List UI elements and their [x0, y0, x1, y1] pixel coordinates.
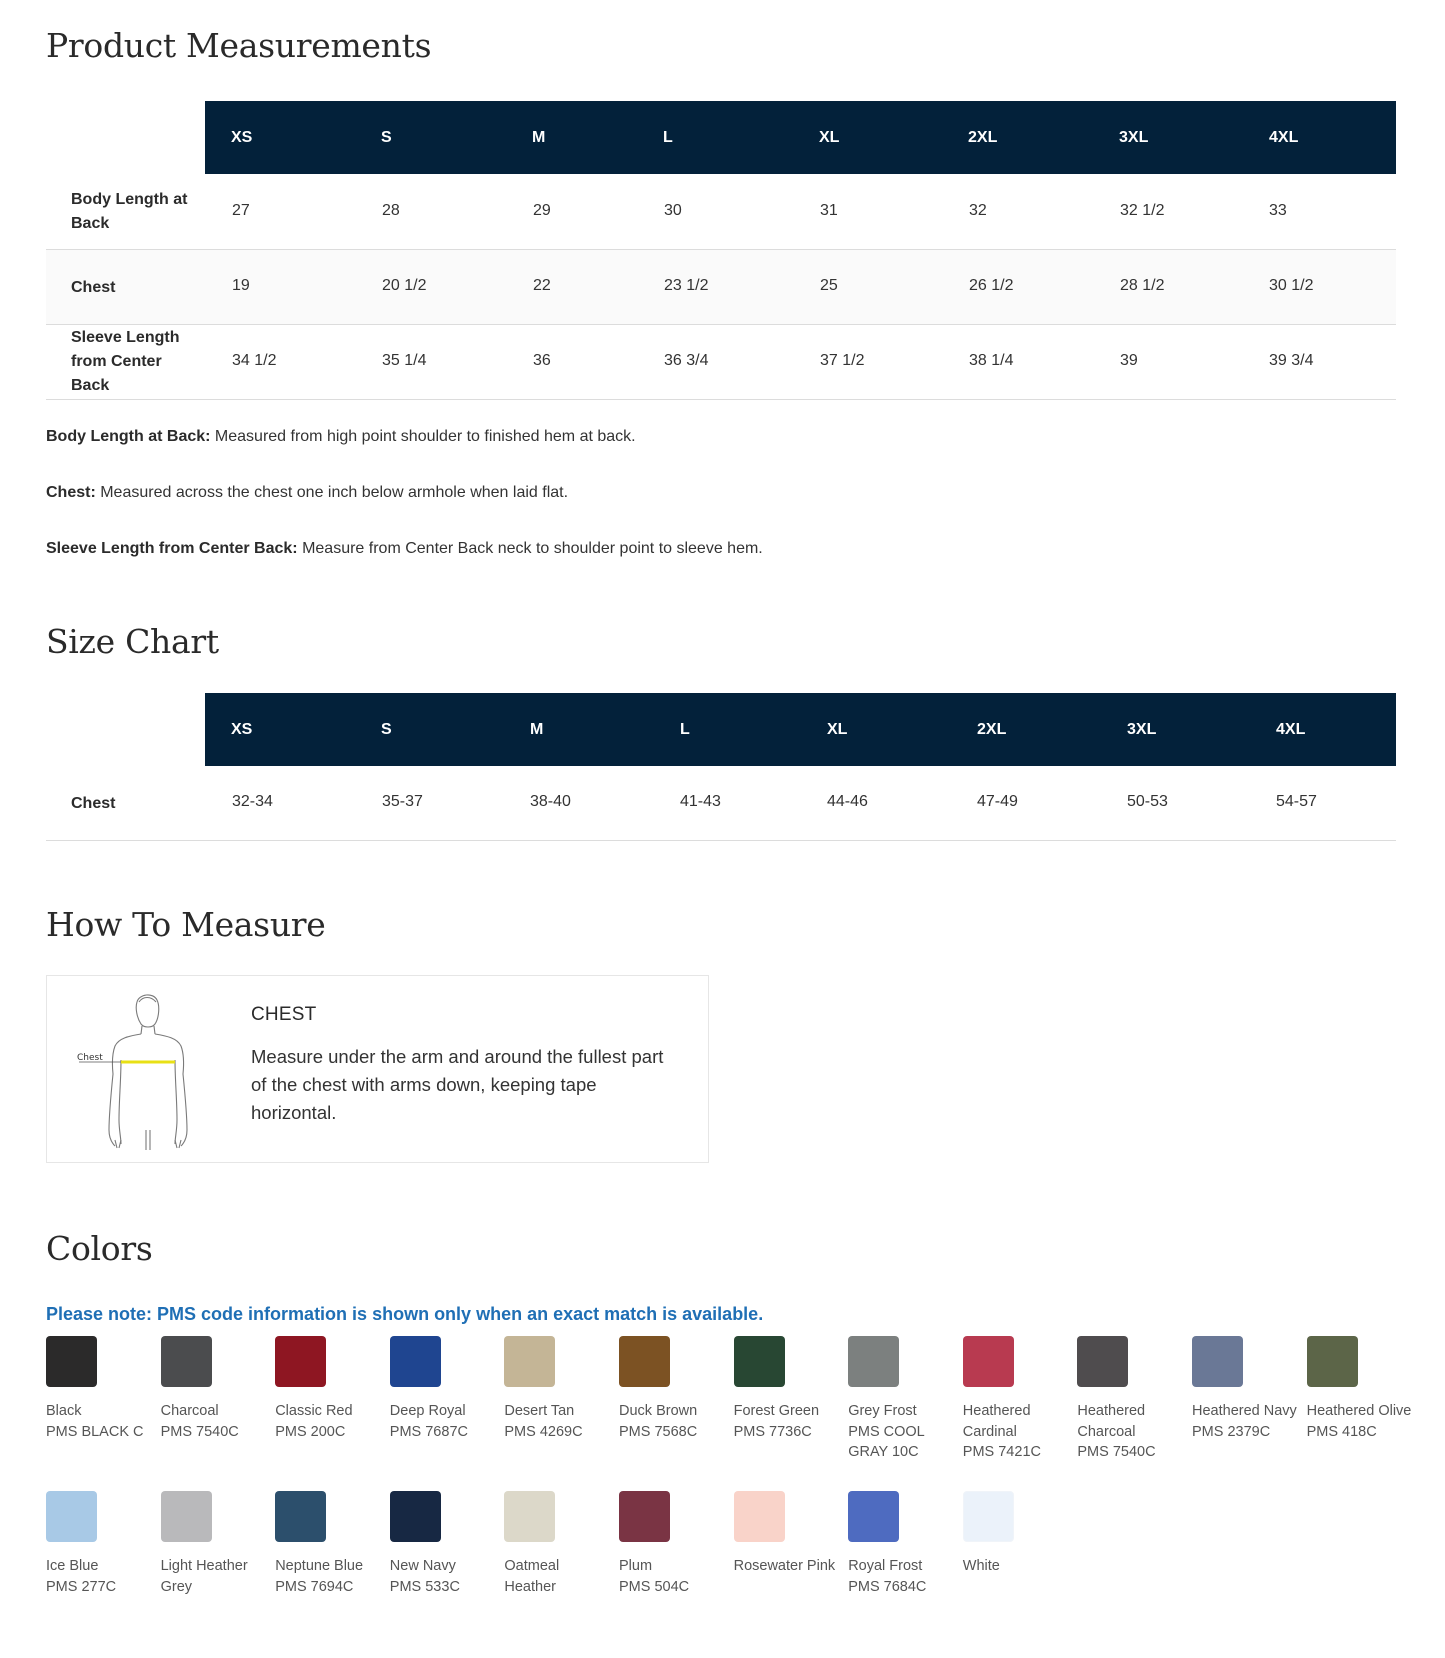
description-sleeve-length — [46, 538, 763, 560]
color-swatch[interactable] — [734, 1491, 785, 1542]
table-cell: 26 1/2 — [969, 277, 1014, 294]
description-text: Measured across the chest one inch below armhole when laid flat. — [95, 484, 569, 501]
column-header-m: M — [532, 129, 546, 146]
table-cell: 50-53 — [1127, 793, 1168, 810]
color-pms-code: PMS 7540C — [1077, 1444, 1156, 1460]
table-row — [46, 325, 1396, 400]
color-name: Neptune Blue — [275, 1558, 364, 1574]
color-swatch[interactable] — [1192, 1336, 1243, 1387]
color-swatch[interactable] — [619, 1336, 670, 1387]
color-swatch[interactable] — [46, 1336, 97, 1387]
color-label — [46, 1401, 156, 1442]
color-label — [275, 1556, 385, 1597]
color-name: Desert Tan — [504, 1403, 575, 1419]
size-chart-table — [46, 693, 1396, 841]
column-header-2xl: 2XL — [977, 721, 1007, 738]
color-swatch[interactable] — [734, 1336, 785, 1387]
column-header-s: S — [381, 721, 392, 738]
measure-heading: CHEST — [251, 1004, 317, 1025]
color-label — [619, 1401, 729, 1442]
row-label-body-length: Body Length at Back — [71, 191, 188, 232]
column-header-4xl: 4XL — [1276, 721, 1306, 738]
measure-instructions: Measure under the arm and around the fullest part of the chest with arms down, keeping tape horizontal. — [251, 1046, 664, 1123]
color-name: Plum — [619, 1558, 653, 1574]
color-pms-code: PMS 7540C — [160, 1423, 239, 1440]
color-swatch[interactable] — [848, 1336, 899, 1387]
color-pms-code: PMS 7421C — [962, 1444, 1041, 1460]
color-name: Rosewater Pink — [733, 1558, 836, 1574]
color-option-oatmeal-heather[interactable] — [504, 1491, 614, 1597]
color-label — [1307, 1401, 1417, 1442]
color-option-heathered-navy[interactable] — [1192, 1336, 1302, 1442]
color-swatch[interactable] — [161, 1336, 212, 1387]
color-swatch[interactable] — [504, 1491, 555, 1542]
table-cell: 34 1/2 — [232, 352, 277, 369]
color-option-ice-blue[interactable] — [46, 1491, 156, 1597]
color-label — [1077, 1401, 1187, 1463]
color-label — [390, 1556, 500, 1597]
table-cell: 27 — [232, 202, 250, 219]
table-cell: 47-49 — [977, 793, 1018, 810]
color-label — [963, 1556, 1073, 1577]
description-chest — [46, 482, 568, 504]
color-label — [390, 1401, 500, 1442]
color-pms-code: PMS COOL GRAY 10C — [848, 1423, 925, 1460]
table-cell: 30 1/2 — [1269, 277, 1314, 294]
table-cell: 38-40 — [530, 793, 571, 810]
color-name: Heathered Olive — [1306, 1403, 1412, 1419]
column-header-s: S — [381, 129, 392, 146]
body-figure-icon — [69, 990, 219, 1150]
color-option-charcoal[interactable] — [161, 1336, 271, 1442]
description-term: Body Length at Back: — [46, 428, 211, 445]
color-option-duck-brown[interactable] — [619, 1336, 729, 1442]
color-swatch[interactable] — [963, 1336, 1014, 1387]
description-text: Measured from high point shoulder to finished hem at back. — [210, 428, 636, 445]
color-option-heathered-cardinal[interactable] — [963, 1336, 1073, 1463]
table-cell: 28 1/2 — [1120, 277, 1165, 294]
how-to-measure-title: How To Measure — [46, 905, 326, 944]
measure-card — [46, 975, 709, 1163]
table-cell: 32-34 — [232, 793, 273, 810]
color-option-forest-green[interactable] — [734, 1336, 844, 1442]
color-name: Grey Frost — [848, 1403, 917, 1419]
color-name: Oatmeal Heather — [504, 1558, 560, 1595]
column-header-3xl: 3XL — [1127, 721, 1157, 738]
description-text: Measure from Center Back neck to shoulder point to sleeve hem. — [297, 540, 763, 557]
color-swatch[interactable] — [46, 1491, 97, 1542]
color-label — [504, 1401, 614, 1442]
table-cell: 39 — [1120, 352, 1138, 369]
row-label-chest: Chest — [71, 279, 116, 296]
color-pms-code: PMS 277C — [46, 1578, 117, 1595]
color-pms-code: PMS BLACK C — [46, 1423, 144, 1440]
column-header-m: M — [530, 721, 544, 738]
color-name: Deep Royal — [389, 1403, 466, 1419]
color-pms-code: PMS 418C — [1306, 1423, 1377, 1440]
color-pms-code: PMS 2379C — [1192, 1423, 1271, 1440]
table-cell: 29 — [533, 202, 551, 219]
pms-note: Please note: PMS code information is shown only when an exact match is available. — [46, 1304, 764, 1324]
column-header-2xl: 2XL — [968, 129, 998, 146]
color-swatch[interactable] — [1307, 1336, 1358, 1387]
size-chart-title: Size Chart — [46, 622, 219, 661]
color-swatch[interactable] — [275, 1491, 326, 1542]
column-header-xl: XL — [819, 129, 840, 146]
color-pms-code: PMS 533C — [389, 1578, 460, 1595]
color-name: Heathered Charcoal — [1077, 1403, 1146, 1440]
color-label — [1192, 1401, 1302, 1442]
description-term: Chest: — [46, 484, 96, 501]
color-label — [619, 1556, 729, 1597]
color-name: Light Heather Grey — [160, 1558, 248, 1595]
color-label — [734, 1556, 844, 1577]
color-pms-code: PMS 7684C — [848, 1578, 927, 1595]
table-cell: 54-57 — [1276, 793, 1317, 810]
table-header — [205, 101, 1396, 174]
color-pms-code: PMS 7694C — [275, 1578, 354, 1595]
color-label — [963, 1401, 1073, 1463]
product-measurements-title: Product Measurements — [46, 26, 432, 65]
color-swatch[interactable] — [963, 1491, 1014, 1542]
color-name: Heathered Navy — [1192, 1403, 1297, 1419]
color-pms-code: PMS 7736C — [733, 1423, 812, 1440]
color-option-rosewater-pink[interactable] — [734, 1491, 844, 1577]
table-cell: 39 3/4 — [1269, 352, 1314, 369]
color-pms-code: PMS 7687C — [389, 1423, 468, 1440]
color-option-grey-frost[interactable] — [848, 1336, 958, 1463]
color-option-black[interactable] — [46, 1336, 156, 1442]
color-name: Classic Red — [275, 1403, 353, 1419]
color-option-desert-tan[interactable] — [504, 1336, 614, 1442]
color-pms-code: PMS 4269C — [504, 1423, 583, 1440]
table-row — [46, 174, 1396, 250]
table-cell: 36 — [533, 352, 551, 369]
table-row — [46, 766, 1396, 841]
color-option-white[interactable] — [963, 1491, 1073, 1577]
color-label — [161, 1401, 271, 1442]
description-body-length — [46, 426, 636, 448]
column-header-xl: XL — [827, 721, 848, 738]
color-option-deep-royal[interactable] — [390, 1336, 500, 1442]
row-label-chest: Chest — [71, 795, 116, 812]
color-name: Forest Green — [733, 1403, 820, 1419]
table-cell: 23 1/2 — [664, 277, 709, 294]
column-header-4xl: 4XL — [1269, 129, 1299, 146]
color-option-neptune-blue[interactable] — [275, 1491, 385, 1597]
table-cell: 33 — [1269, 202, 1287, 219]
row-label-sleeve-length: Sleeve Length from Center Back — [71, 329, 180, 394]
color-label — [734, 1401, 844, 1442]
column-header-xs: XS — [231, 129, 253, 146]
color-label — [848, 1556, 958, 1597]
table-cell: 32 1/2 — [1120, 202, 1165, 219]
table-cell: 41-43 — [680, 793, 721, 810]
table-cell: 31 — [820, 202, 838, 219]
color-option-light-heather-grey[interactable] — [161, 1491, 271, 1597]
color-name: Heathered Cardinal — [962, 1403, 1031, 1440]
color-swatch[interactable] — [1077, 1336, 1128, 1387]
column-header-3xl: 3XL — [1119, 129, 1149, 146]
color-swatch[interactable] — [390, 1336, 441, 1387]
color-swatch[interactable] — [504, 1336, 555, 1387]
color-pms-code: PMS 200C — [275, 1423, 346, 1440]
color-option-new-navy[interactable] — [390, 1491, 500, 1597]
color-label — [275, 1401, 385, 1442]
color-option-royal-frost[interactable] — [848, 1491, 958, 1597]
table-cell: 22 — [533, 277, 551, 294]
color-name: Duck Brown — [619, 1403, 698, 1419]
colors-title: Colors — [46, 1229, 153, 1268]
table-cell: 19 — [232, 277, 250, 294]
table-cell: 25 — [820, 277, 838, 294]
description-term: Sleeve Length from Center Back: — [46, 540, 298, 557]
color-pms-code: PMS 7568C — [619, 1423, 698, 1440]
table-header — [205, 693, 1396, 766]
table-cell: 32 — [969, 202, 987, 219]
color-swatch[interactable] — [390, 1491, 441, 1542]
chest-label: Chest — [77, 1053, 103, 1063]
color-name: Charcoal — [160, 1403, 219, 1419]
color-swatch[interactable] — [848, 1491, 899, 1542]
color-option-classic-red[interactable] — [275, 1336, 385, 1442]
table-cell: 30 — [664, 202, 682, 219]
color-label — [504, 1556, 614, 1597]
color-label — [848, 1401, 958, 1463]
color-name: Ice Blue — [46, 1558, 99, 1574]
color-pms-code: PMS 504C — [619, 1578, 690, 1595]
color-swatch[interactable] — [275, 1336, 326, 1387]
color-swatch[interactable] — [161, 1491, 212, 1542]
color-label — [161, 1556, 271, 1597]
color-option-heathered-olive[interactable] — [1307, 1336, 1417, 1442]
color-swatch[interactable] — [619, 1491, 670, 1542]
color-option-heathered-charcoal[interactable] — [1077, 1336, 1187, 1463]
table-cell: 38 1/4 — [969, 352, 1014, 369]
table-cell: 35-37 — [382, 793, 423, 810]
column-header-l: L — [680, 721, 690, 738]
color-name: Black — [46, 1403, 82, 1419]
table-cell: 37 1/2 — [820, 352, 865, 369]
color-name: New Navy — [389, 1558, 456, 1574]
color-name: Royal Frost — [848, 1558, 923, 1574]
color-name: White — [962, 1558, 1000, 1574]
table-row — [46, 250, 1396, 325]
product-measurements-table — [46, 101, 1396, 401]
table-cell: 36 3/4 — [664, 352, 709, 369]
table-cell: 44-46 — [827, 793, 868, 810]
chest-measure-illustration — [69, 990, 219, 1150]
table-cell: 20 1/2 — [382, 277, 427, 294]
column-header-xs: XS — [231, 721, 253, 738]
table-cell: 35 1/4 — [382, 352, 427, 369]
column-header-l: L — [663, 129, 673, 146]
color-option-plum[interactable] — [619, 1491, 729, 1597]
color-label — [46, 1556, 156, 1597]
table-cell: 28 — [382, 202, 400, 219]
